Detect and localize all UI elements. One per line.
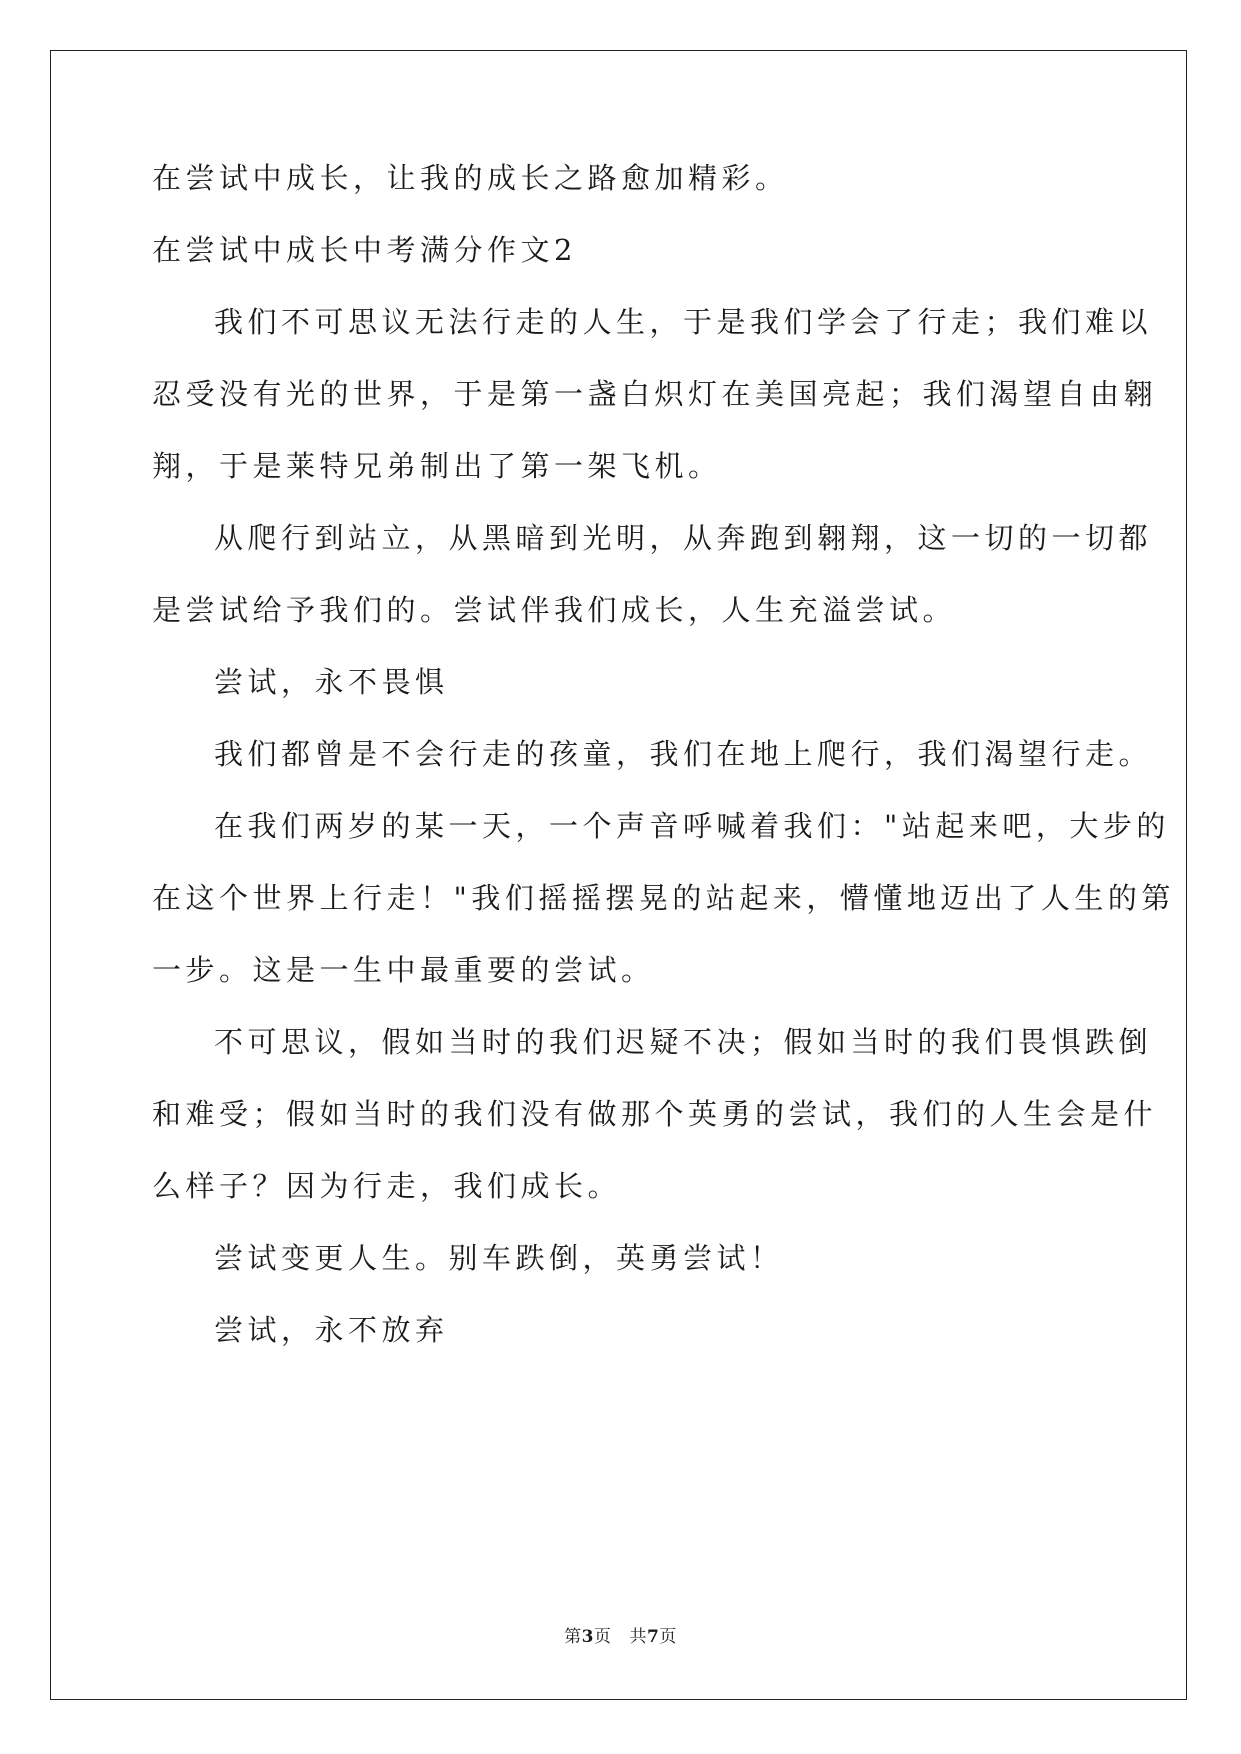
paragraph-line: 我们都曾是不会行走的孩童，我们在地上爬行，我们渴望行走。 (214, 737, 1153, 771)
total-prefix: 共 (629, 1627, 647, 1647)
subheading: 尝试，永不放弃 (214, 1313, 449, 1347)
page-current: 3 (581, 1627, 594, 1647)
paragraph-line: 尝试变更人生。别车跌倒，英勇尝试！ (214, 1241, 784, 1275)
subheading: 尝试，永不畏惧 (214, 665, 449, 699)
paragraph-line: 我们不可思议无法行走的人生，于是我们学会了行走；我们难以 (214, 305, 1153, 339)
paragraph-line: 和难受；假如当时的我们没有做那个英勇的尝试，我们的人生会是什 (152, 1097, 1158, 1131)
paragraph-line: 是尝试给予我们的。尝试伴我们成长，人生充溢尝试。 (152, 593, 957, 627)
page-border (50, 50, 1187, 1700)
page-suffix: 页 (594, 1627, 612, 1647)
paragraph-line: 么样子？因为行走，我们成长。 (152, 1169, 622, 1203)
paragraph-line: 不可思议，假如当时的我们迟疑不决；假如当时的我们畏惧跌倒 (214, 1025, 1153, 1059)
page-footer (0, 1622, 1241, 1647)
paragraph-line: 在这个世界上行走！"我们摇摇摆晃的站起来，懵懂地迈出了人生的第 (152, 881, 1175, 915)
paragraph-line: 一步。这是一生中最重要的尝试。 (152, 953, 655, 987)
total-suffix: 页 (659, 1627, 677, 1647)
paragraph-line: 在我们两岁的某一天，一个声音呼喊着我们："站起来吧，大步的 (214, 809, 1170, 843)
page-total: 7 (647, 1627, 660, 1647)
paragraph-line: 从爬行到站立，从黑暗到光明，从奔跑到翱翔，这一切的一切都 (214, 521, 1153, 555)
page-prefix: 第 (564, 1627, 582, 1647)
paragraph-line: 忍受没有光的世界，于是第一盏白炽灯在美国亮起；我们渴望自由翱 (152, 377, 1158, 411)
section-heading: 在尝试中成长中考满分作文2 (152, 233, 577, 267)
paragraph-line: 在尝试中成长，让我的成长之路愈加精彩。 (152, 161, 789, 195)
paragraph-line: 翔，于是莱特兄弟制出了第一架飞机。 (152, 449, 722, 483)
